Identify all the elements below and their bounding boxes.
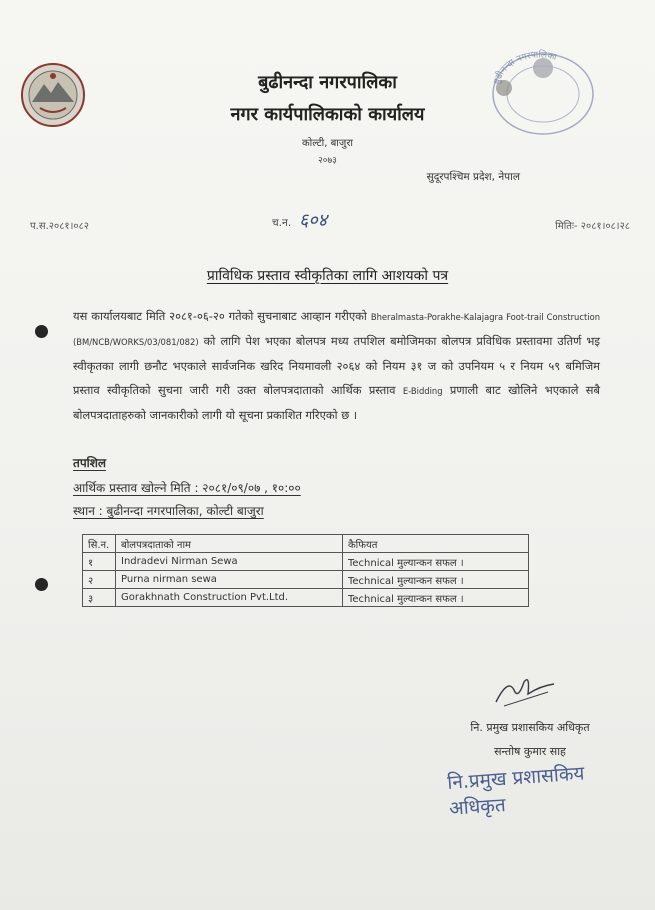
cell-bidder-name: Indradevi Nirman Sewa	[116, 553, 343, 571]
office-seal-stamp	[484, 48, 602, 138]
cell-serial: ३	[83, 589, 116, 607]
svg-text:बुढीनन्दा नगरपालिका: बुढीनन्दा नगरपालिका	[492, 50, 558, 86]
established-year: २०७३	[318, 156, 337, 166]
body-part-1: यस कार्यालयबाट मिति २०८१-०६-२० गतेको सुचनाबाट आव्हान गरीएको	[73, 309, 371, 323]
letter-number: प.स.२०८१।०८२	[30, 221, 89, 232]
opening-location: स्थान : बुढीनन्दा नगरपालिका, कोल्टी बाजुरा	[73, 504, 264, 518]
table-row	[83, 571, 529, 589]
office-address: कोल्टी, बाजुरा	[301, 138, 354, 149]
binder-hole	[35, 578, 48, 591]
nepal-emblem-logo	[20, 62, 86, 128]
cell-remarks: Technical मुल्यान्कन सफल ।	[343, 553, 529, 571]
header-remarks: कैफियत	[343, 535, 529, 553]
table-header-row	[83, 535, 529, 553]
dispatch-number: ६०४	[299, 210, 328, 231]
bidders-table	[82, 534, 529, 607]
header-bidder-name: बोलपत्रदाताको नाम	[116, 535, 343, 553]
handwritten-signature	[490, 672, 560, 708]
cell-remarks: Technical मुल्यान्कन सफल ।	[343, 589, 529, 607]
office-name: नगर कार्यपालिकाको कार्यालय	[230, 104, 425, 125]
table-row	[83, 589, 529, 607]
header-serial: सि.न.	[83, 535, 116, 553]
municipality-name: बुढीनन्दा नगरपालिका	[258, 72, 397, 93]
body-part-3: प्रणाली बाट खोलिने भएकाले सबै बोलपत्रदाताहरुको जानकारीको लागी यो सूचना प्रकाशित गरिएको छ ।	[73, 383, 600, 422]
signer-name: सन्तोष कुमार साह	[494, 745, 566, 758]
cell-remarks: Technical मुल्यान्कन सफल ।	[343, 571, 529, 589]
cell-serial: २	[83, 571, 116, 589]
body-part-2: को लागि पेश भएका बोलपत्र मध्य तपशिल बमोजिमका बोलपत्र प्रविधिक प्रस्तावमा उतिर्ण भइ स्वीकृतका लागी छनौट भएकाले सार्वजनिक खरिद नियमावली २०६४ को नियम ३१ ज को उपनियम ५ र नियम ५९ बमिजिम प्रस्ताव स्वीकृतिको सुचना जारी गरी उक्त बोलपत्रदाताको आर्थिक प्रस्ताव	[73, 334, 600, 397]
signer-title: नि. प्रमुख प्रशासकिय अधिकृत	[470, 721, 590, 734]
binder-hole	[35, 325, 48, 338]
dispatch-label: च.न.	[272, 217, 292, 229]
details-heading: तपशिल	[73, 456, 107, 470]
letter-subject: प्राविधिक प्रस्ताव स्वीकृतिका लागि आशयको पत्र	[206, 268, 449, 284]
cell-bidder-name: Gorakhnath Construction Pvt.Ltd.	[116, 589, 343, 607]
letter-date: मितिः- २०८१।०८।२८	[555, 221, 630, 232]
cell-serial: १	[83, 553, 116, 571]
cell-bidder-name: Purna nirman sewa	[116, 571, 343, 589]
opening-date: आर्थिक प्रस्ताव खोल्ने मिति : २०८१/०९/०७ , १०:००	[73, 481, 301, 495]
designation-stamp: नि.प्रमुख प्रशासकिय अधिकृत	[446, 762, 586, 820]
letter-body	[73, 304, 600, 427]
project-name: Bheralmasta-Porakhe-Kalajagra Foot-trail Construction (BM/NCB/WORKS/03/081/082)	[73, 312, 601, 347]
province-name: सुदूरपश्चिम प्रदेश, नेपाल	[426, 171, 520, 183]
table-row	[83, 553, 529, 571]
bidding-system: E-Bidding	[402, 386, 443, 396]
